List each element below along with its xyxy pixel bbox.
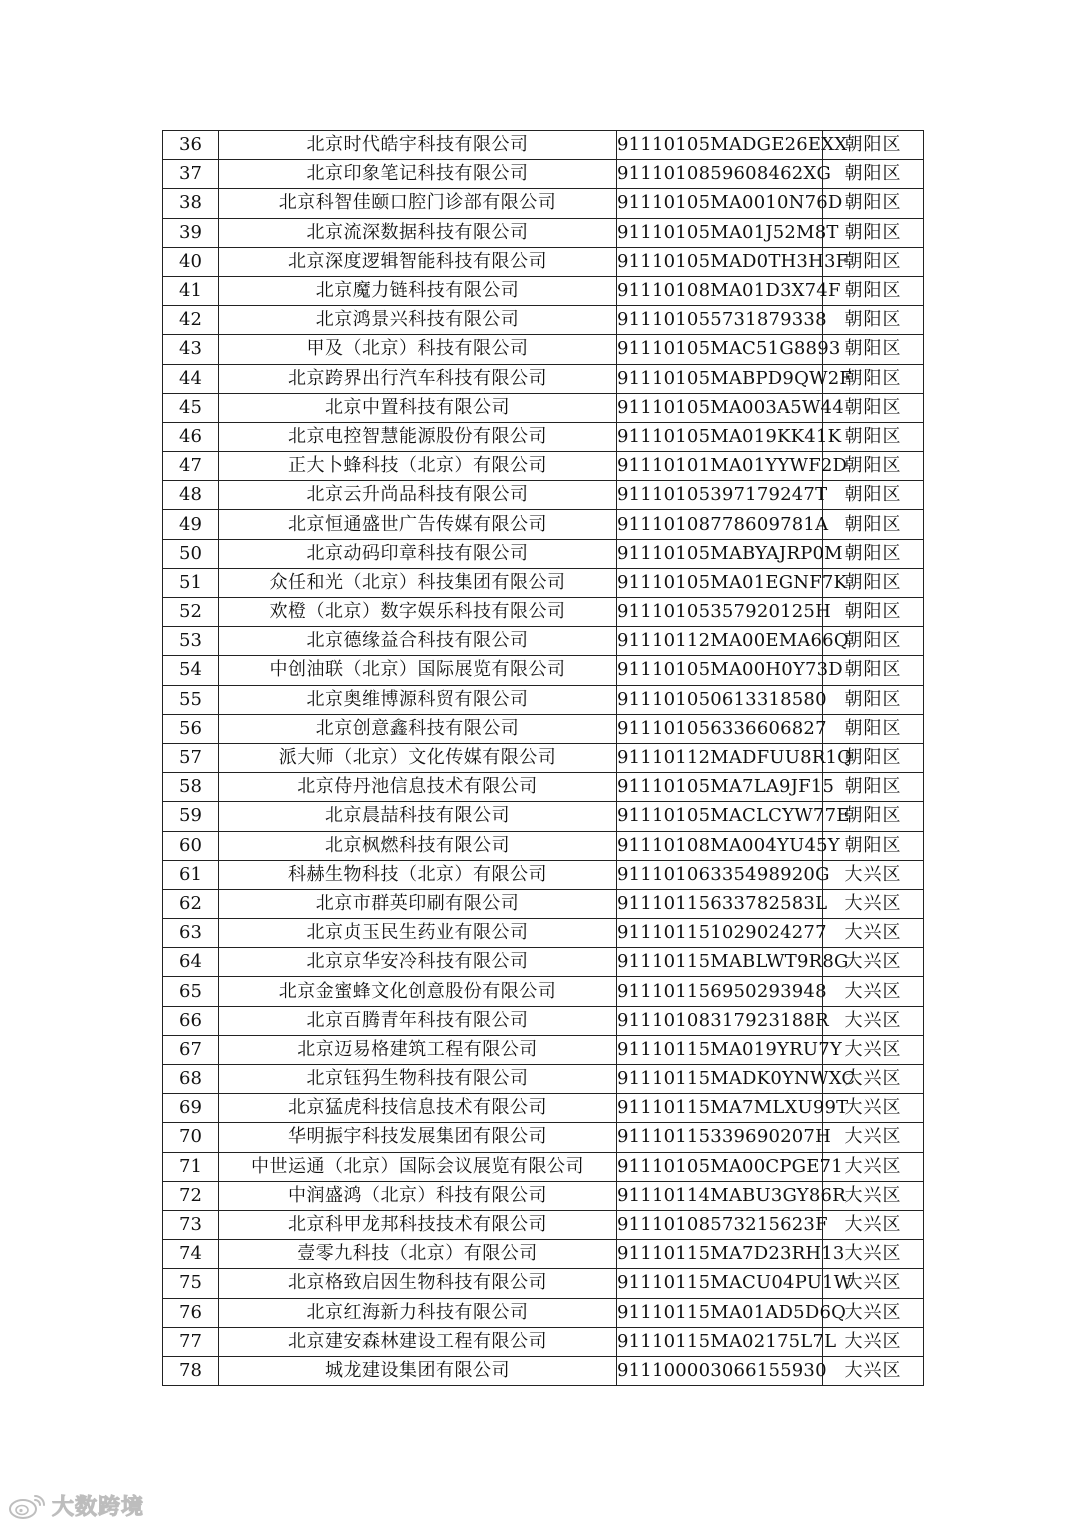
row-number-cell: 73 [163,1210,219,1239]
company-name-cell: 北京科智佳颐口腔门诊部有限公司 [219,189,617,218]
company-name-cell: 北京电控智慧能源股份有限公司 [219,422,617,451]
table-row [163,1094,924,1123]
company-name-cell: 北京科甲龙邦科技技术有限公司 [219,1210,617,1239]
district-cell: 大兴区 [823,977,924,1006]
district-cell: 大兴区 [823,1240,924,1269]
district-cell: 大兴区 [823,948,924,977]
table-row [163,1240,924,1269]
company-name-cell: 北京云升尚品科技有限公司 [219,481,617,510]
row-number-cell: 60 [163,831,219,860]
row-number-cell: 77 [163,1327,219,1356]
table-row [163,714,924,743]
company-name-cell: 北京时代皓宇科技有限公司 [219,131,617,160]
company-name-cell: 欢橙（北京）数字娱乐科技有限公司 [219,598,617,627]
credit-code-cell: 91110105MA00CPGE71 [617,1152,823,1181]
row-number-cell: 63 [163,919,219,948]
weibo-logo-icon [8,1492,48,1520]
company-name-cell: 北京迈易格建筑工程有限公司 [219,1035,617,1064]
district-cell: 朝阳区 [823,831,924,860]
table-row [163,160,924,189]
table-row [163,1327,924,1356]
district-cell: 朝阳区 [823,743,924,772]
table-row [163,276,924,305]
credit-code-cell: 91110105MAC51G8893 [617,335,823,364]
district-cell: 大兴区 [823,1298,924,1327]
table-row [163,335,924,364]
credit-code-cell: 91110105MABYAJRP0M [617,539,823,568]
company-name-cell: 正大卜蜂科技（北京）有限公司 [219,452,617,481]
table-row [163,189,924,218]
row-number-cell: 37 [163,160,219,189]
company-name-cell: 华明振宇科技发展集团有限公司 [219,1123,617,1152]
table-row [163,1210,924,1239]
row-number-cell: 69 [163,1094,219,1123]
district-cell: 大兴区 [823,1356,924,1385]
credit-code-cell: 91110115695029394​8 [617,977,823,1006]
district-cell: 大兴区 [823,1181,924,1210]
table-row [163,452,924,481]
company-table-body [163,131,924,1386]
credit-code-cell: 91110105MA01J52M8T [617,218,823,247]
table-row [163,627,924,656]
district-cell: 朝阳区 [823,802,924,831]
district-cell: 朝阳区 [823,131,924,160]
row-number-cell: 36 [163,131,219,160]
credit-code-cell: 91110115MA019YRU7Y [617,1035,823,1064]
row-number-cell: 65 [163,977,219,1006]
row-number-cell: 67 [163,1035,219,1064]
table-row [163,1356,924,1385]
company-name-cell: 北京流深数据科技有限公司 [219,218,617,247]
company-name-cell: 北京德缘益合科技有限公司 [219,627,617,656]
row-number-cell: 66 [163,1006,219,1035]
district-cell: 朝阳区 [823,685,924,714]
district-cell: 朝阳区 [823,306,924,335]
table-row [163,831,924,860]
table-row [163,919,924,948]
row-number-cell: 45 [163,393,219,422]
row-number-cell: 68 [163,1065,219,1094]
row-number-cell: 62 [163,889,219,918]
company-name-cell: 北京鸿景兴科技有限公司 [219,306,617,335]
company-name-cell: 北京创意鑫科技有限公司 [219,714,617,743]
row-number-cell: 53 [163,627,219,656]
table-row [163,364,924,393]
credit-code-cell: 91110105MA01EGNF7K [617,568,823,597]
row-number-cell: 71 [163,1152,219,1181]
row-number-cell: 61 [163,860,219,889]
row-number-cell: 56 [163,714,219,743]
credit-code-cell: 91110108317923188R [617,1006,823,1035]
credit-code-cell: 91110108573215623F [617,1210,823,1239]
credit-code-cell: 91110105MA019KK41K [617,422,823,451]
district-cell: 大兴区 [823,860,924,889]
watermark [8,1490,144,1521]
company-name-cell: 北京晨喆科技有限公司 [219,802,617,831]
credit-code-cell: 91110105357920125H [617,598,823,627]
district-cell: 朝阳区 [823,656,924,685]
credit-code-cell: 91110114MABU3GY86R [617,1181,823,1210]
row-number-cell: 38 [163,189,219,218]
district-cell: 朝阳区 [823,422,924,451]
row-number-cell: 49 [163,510,219,539]
credit-code-cell: 91110112MA00EMA66Q [617,627,823,656]
district-cell: 朝阳区 [823,276,924,305]
credit-code-cell: 91110115MABLWT9R8G [617,948,823,977]
table-row [163,685,924,714]
row-number-cell: 55 [163,685,219,714]
credit-code-cell: 91110115MA01AD5D6Q [617,1298,823,1327]
credit-code-cell: 91110108MA004YU45Y [617,831,823,860]
company-name-cell: 壹零九科技（北京）有限公司 [219,1240,617,1269]
table-row [163,422,924,451]
company-name-cell: 中世运通（北京）国际会议展览有限公司 [219,1152,617,1181]
table-row [163,889,924,918]
row-number-cell: 54 [163,656,219,685]
row-number-cell: 43 [163,335,219,364]
company-name-cell: 北京金蜜蜂文化创意股份有限公司 [219,977,617,1006]
credit-code-cell: 91110115MA7D23RH13 [617,1240,823,1269]
district-cell: 朝阳区 [823,539,924,568]
row-number-cell: 59 [163,802,219,831]
table-row [163,1123,924,1152]
row-number-cell: 74 [163,1240,219,1269]
table-row [163,1065,924,1094]
table-row [163,948,924,977]
row-number-cell: 50 [163,539,219,568]
company-name-cell: 北京建安森林建设工程有限公司 [219,1327,617,1356]
credit-code-cell: 91110101MA01YYWF2D [617,452,823,481]
company-name-cell: 北京跨界出行汽车科技有限公司 [219,364,617,393]
district-cell: 朝阳区 [823,714,924,743]
credit-code-cell: 91110105573187933​8 [617,306,823,335]
district-cell: 朝阳区 [823,335,924,364]
table-row [163,743,924,772]
table-row [163,131,924,160]
company-name-cell: 北京贞玉民生药业有限公司 [219,919,617,948]
row-number-cell: 52 [163,598,219,627]
company-name-cell: 北京红海新力科技有限公司 [219,1298,617,1327]
district-cell: 大兴区 [823,919,924,948]
company-name-cell: 中润盛鸿（北京）科技有限公司 [219,1181,617,1210]
row-number-cell: 44 [163,364,219,393]
district-cell: 大兴区 [823,1035,924,1064]
table-row [163,1269,924,1298]
credit-code-cell: 91110115MACU04PU1W [617,1269,823,1298]
row-number-cell: 78 [163,1356,219,1385]
row-number-cell: 42 [163,306,219,335]
credit-code-cell: 91110105061331858​0 [617,685,823,714]
company-name-cell: 科赫生物科技（北京）有限公司 [219,860,617,889]
table-row [163,598,924,627]
credit-code-cell: 91110105MA7LA9JF15 [617,773,823,802]
district-cell: 大兴区 [823,1065,924,1094]
company-name-cell: 北京中置科技有限公司 [219,393,617,422]
district-cell: 朝阳区 [823,510,924,539]
district-cell: 朝阳区 [823,627,924,656]
credit-code-cell: 91110105397179247T [617,481,823,510]
company-name-cell: 北京奥维博源科贸有限公司 [219,685,617,714]
district-cell: 朝阳区 [823,598,924,627]
table-row [163,247,924,276]
company-name-cell: 中创油联（北京）国际展览有限公司 [219,656,617,685]
district-cell: 大兴区 [823,1152,924,1181]
table-row [163,1298,924,1327]
credit-code-cell: 91110105MACLCYW77E [617,802,823,831]
credit-code-cell: 91110105MABPD9QW2F [617,364,823,393]
row-number-cell: 47 [163,452,219,481]
row-number-cell: 57 [163,743,219,772]
table-row [163,1152,924,1181]
district-cell: 大兴区 [823,889,924,918]
district-cell: 大兴区 [823,1123,924,1152]
district-cell: 朝阳区 [823,393,924,422]
company-name-cell: 城龙建设集团有限公司 [219,1356,617,1385]
company-name-cell: 北京猛虎科技信息技术有限公司 [219,1094,617,1123]
table-row [163,1181,924,1210]
company-table [162,130,924,1386]
district-cell: 大兴区 [823,1094,924,1123]
company-name-cell: 派大师（北京）文化传媒有限公司 [219,743,617,772]
row-number-cell: 39 [163,218,219,247]
table-row [163,539,924,568]
district-cell: 朝阳区 [823,218,924,247]
company-name-cell: 北京京华安冷科技有限公司 [219,948,617,977]
company-name-cell: 北京枫燃科技有限公司 [219,831,617,860]
company-name-cell: 北京深度逻辑智能科技有限公司 [219,247,617,276]
row-number-cell: 41 [163,276,219,305]
row-number-cell: 72 [163,1181,219,1210]
district-cell: 朝阳区 [823,452,924,481]
credit-code-cell: 91110115102902427​7 [617,919,823,948]
row-number-cell: 76 [163,1298,219,1327]
table-row [163,1035,924,1064]
company-name-cell: 北京恒通盛世广告传媒有限公司 [219,510,617,539]
credit-code-cell: 91110105MA00H0Y73D [617,656,823,685]
table-row [163,481,924,510]
row-number-cell: 40 [163,247,219,276]
table-row [163,977,924,1006]
table-row [163,656,924,685]
row-number-cell: 46 [163,422,219,451]
district-cell: 朝阳区 [823,568,924,597]
company-name-cell: 北京格致启因生物科技有限公司 [219,1269,617,1298]
table-row [163,860,924,889]
credit-code-cell: 91110108MA01D3X74F [617,276,823,305]
company-name-cell: 北京侍丹池信息技术有限公司 [219,773,617,802]
credit-code-cell: 91110115633782583L [617,889,823,918]
district-cell: 大兴区 [823,1006,924,1035]
watermark-text: 大数跨境 [52,1495,145,1520]
row-number-cell: 70 [163,1123,219,1152]
district-cell: 大兴区 [823,1210,924,1239]
row-number-cell: 58 [163,773,219,802]
credit-code-cell: 91110115MADK0YNWXC [617,1065,823,1094]
table-row [163,802,924,831]
district-cell: 大兴区 [823,1269,924,1298]
district-cell: 朝阳区 [823,481,924,510]
company-name-cell: 北京动码印章科技有限公司 [219,539,617,568]
credit-code-cell: 911101085960846​2XG [617,160,823,189]
row-number-cell: 75 [163,1269,219,1298]
company-name-cell: 北京市群英印刷有限公司 [219,889,617,918]
credit-code-cell: 91110106335498920G [617,860,823,889]
credit-code-cell: 91110105MADGE26EXX [617,131,823,160]
district-cell: 大兴区 [823,1327,924,1356]
table-row [163,773,924,802]
credit-code-cell: 91110115339690207H [617,1123,823,1152]
credit-code-cell: 91110000306615593​0 [617,1356,823,1385]
company-name-cell: 北京百腾青年科技有限公司 [219,1006,617,1035]
district-cell: 朝阳区 [823,773,924,802]
row-number-cell: 64 [163,948,219,977]
district-cell: 朝阳区 [823,247,924,276]
credit-code-cell: 91110115MA02175L7L [617,1327,823,1356]
district-cell: 朝阳区 [823,189,924,218]
credit-code-cell: 91110115MA7MLXU99T [617,1094,823,1123]
table-row [163,510,924,539]
row-number-cell: 48 [163,481,219,510]
credit-code-cell: 91110105MAD0TH3H3F [617,247,823,276]
table-row [163,218,924,247]
company-name-cell: 北京魔力链科技有限公司 [219,276,617,305]
company-name-cell: 众任和光（北京）科技集团有限公司 [219,568,617,597]
credit-code-cell: 91110105MA0010N76D [617,189,823,218]
company-name-cell: 北京印象笔记科技有限公司 [219,160,617,189]
table-row [163,393,924,422]
table-row [163,1006,924,1035]
company-name-cell: 甲及（北京）科技有限公司 [219,335,617,364]
credit-code-cell: 91110112MADFUU8R1Q [617,743,823,772]
company-name-cell: 北京钰犸生物科技有限公司 [219,1065,617,1094]
credit-code-cell: 91110105633660682​7 [617,714,823,743]
table-row [163,306,924,335]
row-number-cell: 51 [163,568,219,597]
district-cell: 朝阳区 [823,364,924,393]
district-cell: 朝阳区 [823,160,924,189]
credit-code-cell: 91110105MA003A5W44 [617,393,823,422]
credit-code-cell: 91110108778609781A [617,510,823,539]
table-row [163,568,924,597]
